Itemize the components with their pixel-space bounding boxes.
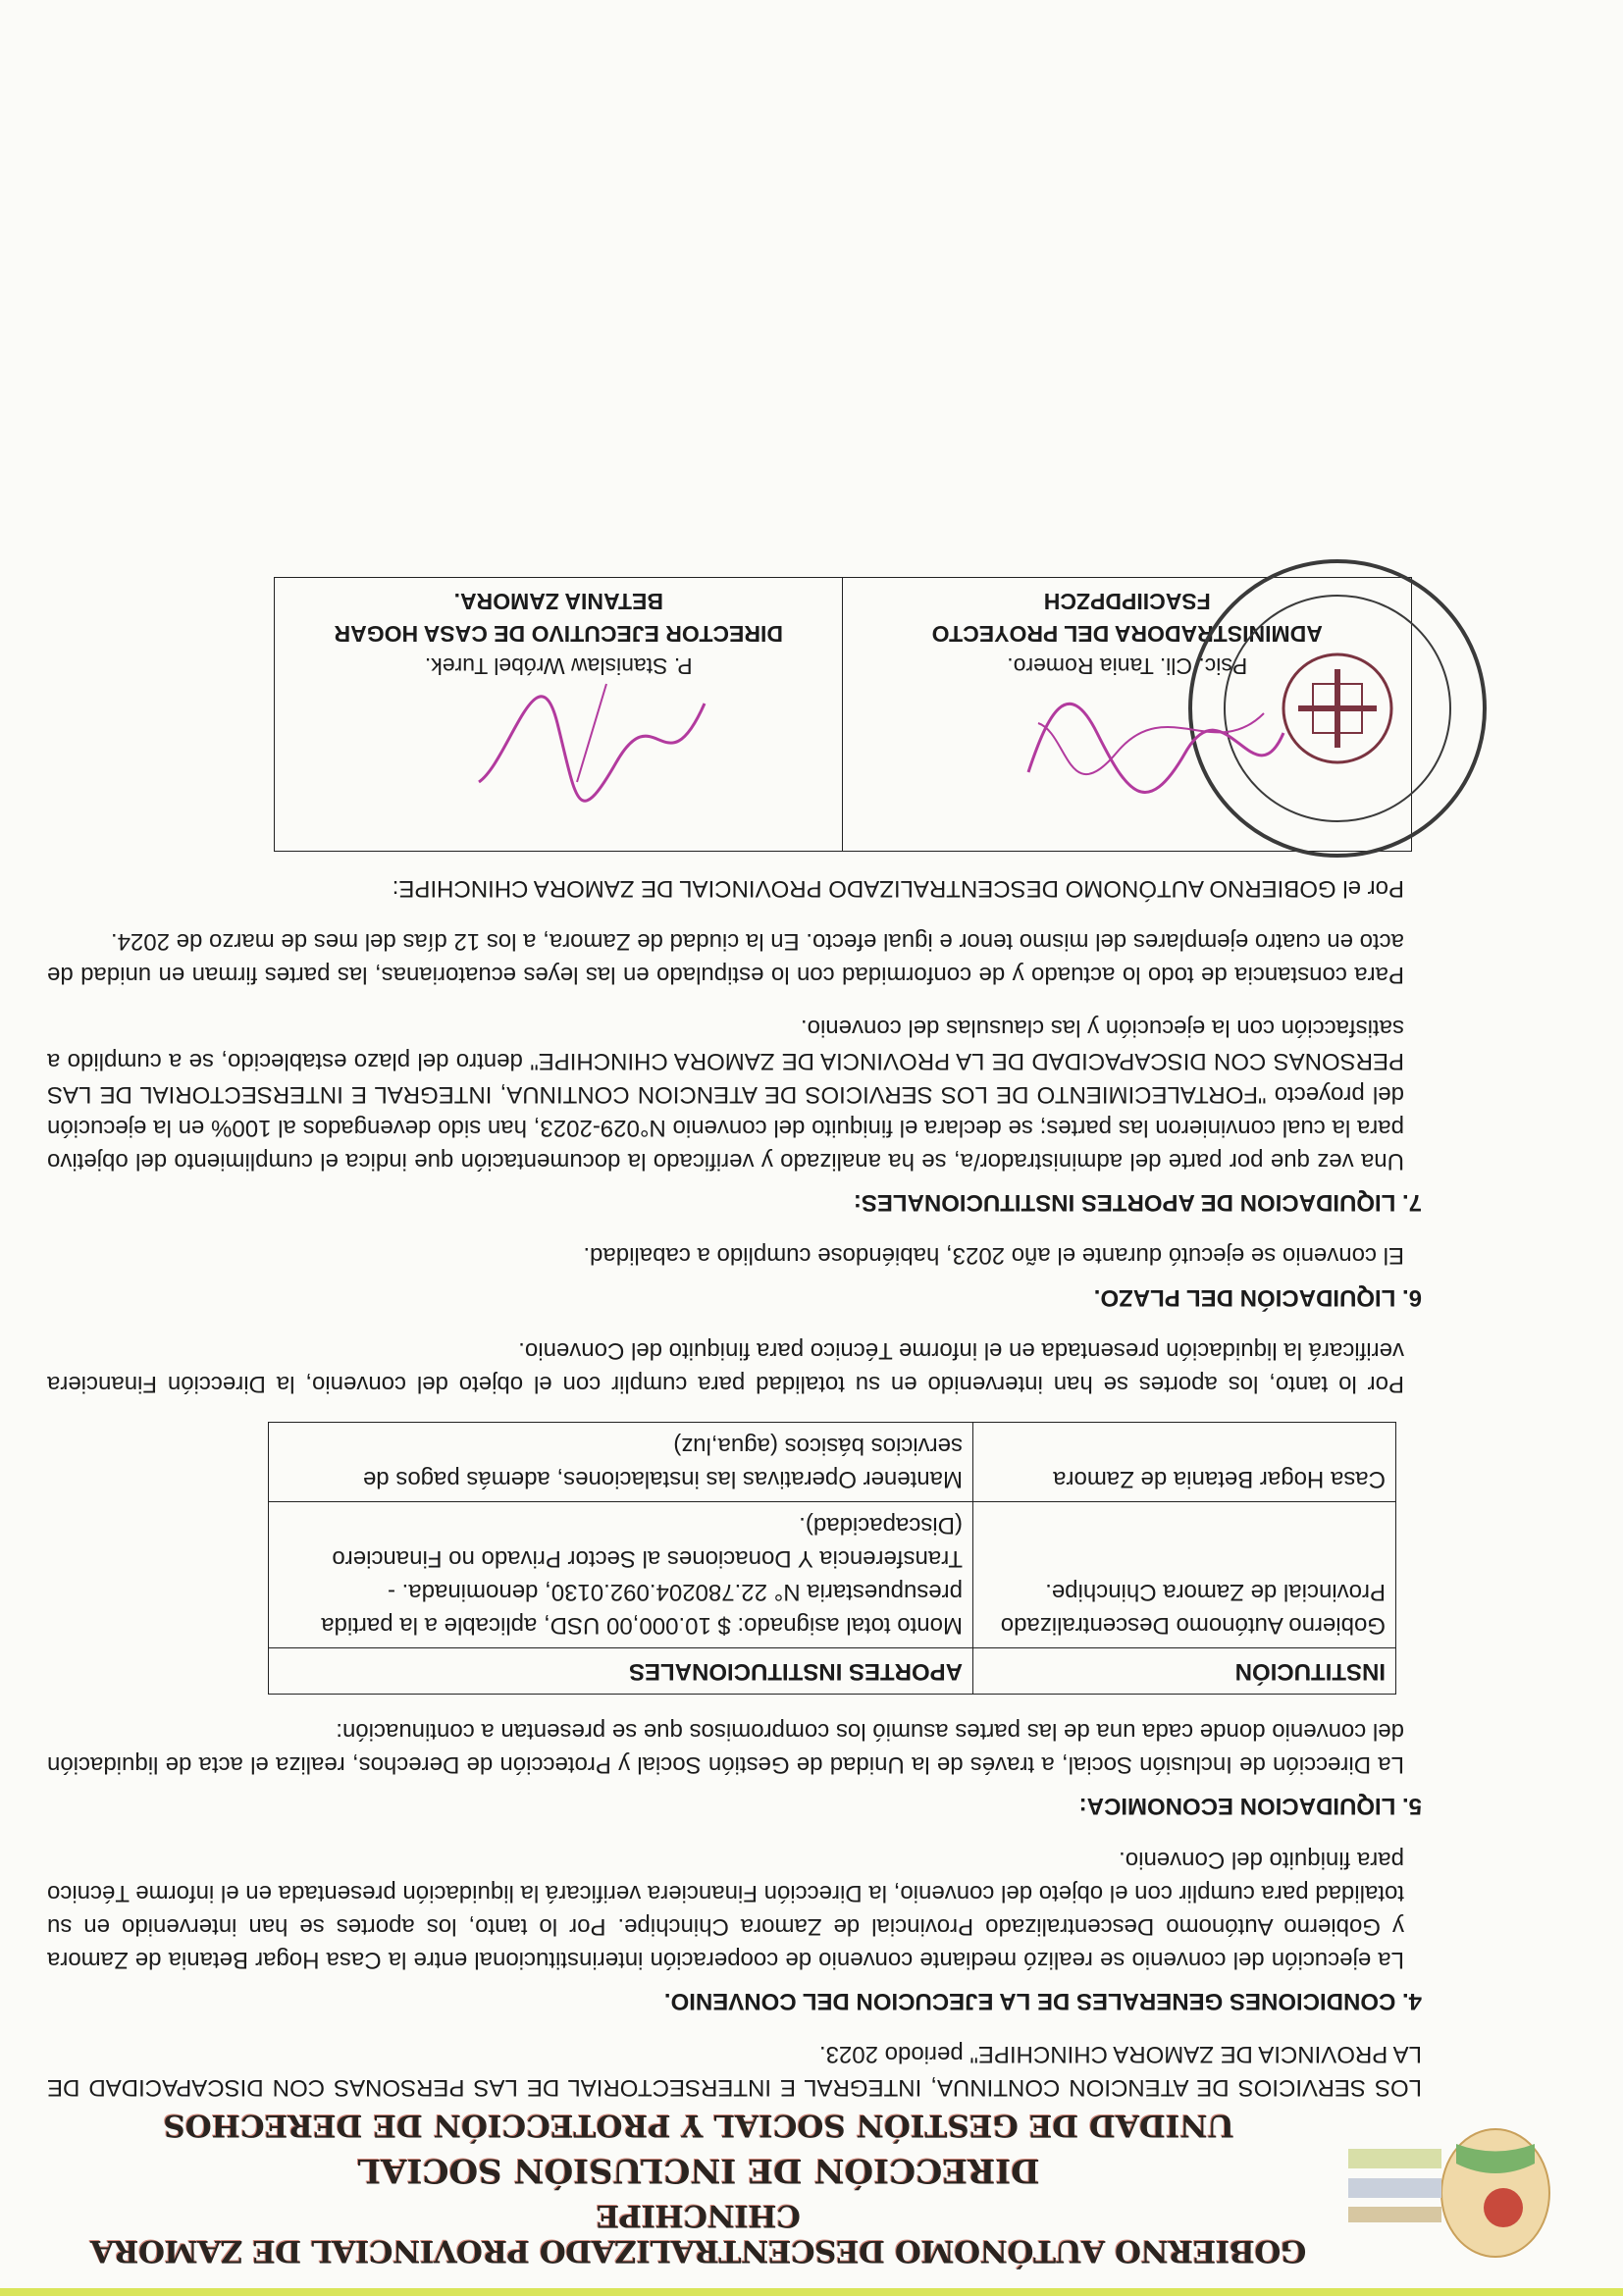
header-line-gad: GOBIERNO AUTÓNOMO DESCENTRALIZADO PROVINCIAL DE ZAMORA CHINCHIPE <box>90 2198 1307 2269</box>
table-header-row <box>269 1648 1396 1695</box>
section-6-text: El convenio se ejecutó durante el año 2023, habiéndose cumplido a cabalidad. <box>583 1242 1404 1270</box>
document-body <box>47 577 1422 2104</box>
signature-cell-administradora <box>843 577 1412 851</box>
signature-wrobel <box>450 674 725 821</box>
signer-name: P. Stanislaw Wróbel Turek. <box>424 652 693 679</box>
document-header <box>39 2108 1358 2269</box>
section-4-title: 4. CONDICIONES GENERALES DE LA EJECUCION DEL CONVENIO. <box>663 1987 1422 2014</box>
section-7-title: 7. LIQUIDACION DE APORTES INSTITUCIONALES: <box>853 1189 1422 1217</box>
section-5-title: 5. LIQUIDACION ECONOMICA: <box>1078 1793 1422 1820</box>
table-row <box>269 1501 1396 1647</box>
header-line-direccion: DIRECCIÓN DE INCLUSIÓN SOCIAL <box>357 2151 1040 2190</box>
signer-role-line2: BETANIA ZAMORA. <box>453 589 663 615</box>
signature-cell-director <box>275 577 844 851</box>
table-cell-institucion: Casa Hogar Betania de Zamora <box>973 1422 1396 1501</box>
signature-romero <box>1019 674 1293 821</box>
table-cell-institucion: Gobierno Autónomo Descentralizado Provincial de Zamora Chinchipe. <box>973 1501 1396 1647</box>
signatory-intro: Por el GOBIERNO AUTÓNOMO DESCENTRALIZADO PROVINCIAL DE ZAMORA CHINCHIPE: <box>392 874 1404 902</box>
closing-paragraph: Para constancia de todo lo actuado y de conformidad con lo estipulado en las leyes ecuatorianas, las partes firman en unidad de acto en cuatro ejemplares del mismo tenor e igual efecto. En la ciudad de Zamora, a los 12 días del mes de marzo de 2024. <box>47 927 1404 988</box>
section-6-title: 6. LIQUIDACIÓN DEL PLAZO. <box>1093 1283 1422 1311</box>
section-4-text: La ejecución del convenio se realizó mediante convenio de cooperación interinstitucional entre la Casa Hogar Betania de Zamora y Gobierno Autónomo Descentralizado Provincial de Zamora Chinchipe. Por lo tanto, los aportes se han intervenido en su totalidad para cumplir con el objeto del convenio, la Dirección Financiera verificará la liquidación presentada en el informe Técnico para finiquito del Convenio. <box>47 1846 1404 1973</box>
signer-role: DIRECTOR EJECUTIVO DE CASA HOGAR <box>334 620 783 647</box>
section-5-text: La Dirección de Inclusión Social, a través de la Unidad de Gestión Social y Protección de Derechos, realiza el acta de liquidación del convenio donde cada una de las partes asumió los compromisos que se presentan a continuación: <box>47 1718 1404 1779</box>
signer-role: ADMINISTRADORA DEL PROYECTO <box>931 620 1323 647</box>
header-rule <box>0 2288 1623 2296</box>
signer-role-line2: FSACIIPDPZCH <box>1043 589 1211 615</box>
section-5-after-text: Por lo tanto, los aportes se han intervenido en su totalidad para cumplir con el objeto del convenio, la Dirección Financiera verificará la liquidación presentada en el informe Técnico para finiquito del Convenio. <box>47 1336 1404 1397</box>
header-line-unidad: UNIDAD DE GESTIÓN SOCIAL Y PROTECCIÓN DE DERECHOS <box>163 2108 1234 2143</box>
table-cell-aporte: Mantener Operativas las instalaciones, además pagos de servicios básicos (agua,luz) <box>269 1422 973 1501</box>
section-7-text: Una vez que por parte del administrador/a, se ha analizado y verificado la documentación que indica el cumplimiento del objetivo para la cual convinieron las partes; se declara el finiquito del convenio N°029-2023, han sido devengados al 100% en la ejecución del proyecto "FORTALECIMIENTO DE LOS SERVICIOS DE ATENCION CONTINUA, INTEGRAL E INTERSECTORIAL DE LAS PERSONAS CON DISCAPACIDAD DE LA PROVINCIA DE ZAMORA CHINCHIPE" dentro del plazo establecido, se a cumplido a satisfacción con la ejecución y las clausulas del convenio. <box>47 1014 1404 1175</box>
aportes-table <box>268 1422 1396 1696</box>
signature-table <box>274 577 1412 852</box>
table-header-aportes: APORTES INSTITUCIONALES <box>269 1648 973 1695</box>
table-header-institucion: INSTITUCIÓN <box>973 1648 1396 1695</box>
signer-name: Psic. Cli. Tania Romero. <box>1007 652 1248 679</box>
table-cell-aporte: Monto total asignado: $ 10.000,00 USD, aplicable a la partida presupuestaria N° 22.780204.092.0130, denominada. -Transferencia Y Donaciones al Sector Privado no Financiero (Discapacidad). <box>269 1501 973 1647</box>
table-row <box>269 1422 1396 1501</box>
intro-paragraph: LOS SERVICIOS DE ATENCION CONTINUA, INTEGRAL E INTERSECTORIAL DE LAS PERSONAS CON DISCAPACIDAD DE LA PROVINCIA DE ZAMORA CHINCHIPE" periodo 2023. <box>47 2040 1422 2101</box>
